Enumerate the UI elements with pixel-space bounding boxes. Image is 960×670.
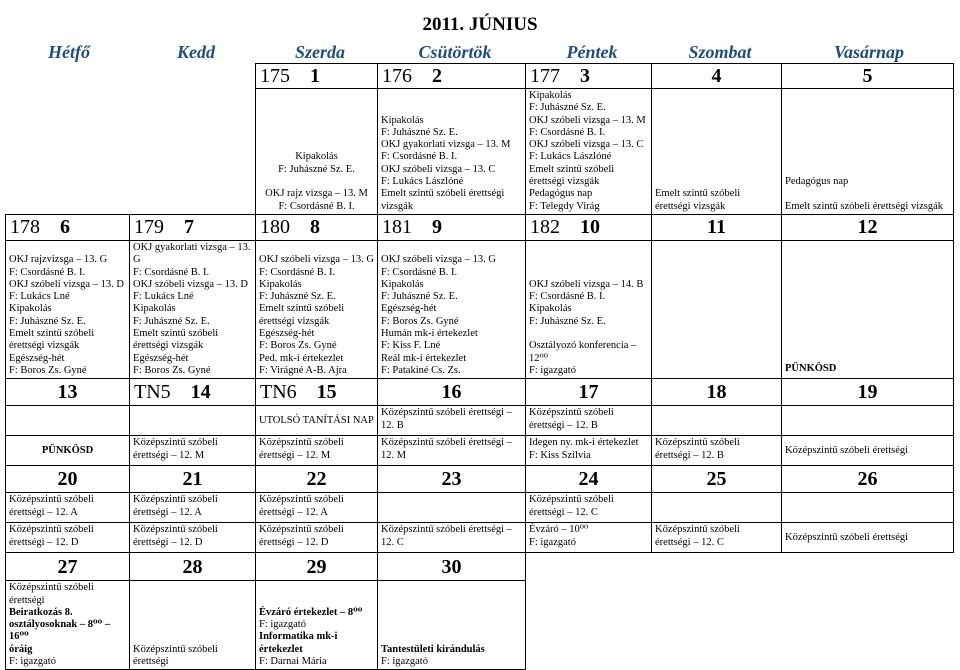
week-4-number-row (6, 466, 954, 493)
day-17-events: Idegen ny. mk-i értekezlet F: Kiss Szilvia (526, 436, 652, 466)
day-header-saturday: Szombat (688, 42, 752, 62)
day-17-top-event: Középszintű szóbeli érettségi – 12. B (526, 406, 652, 436)
week-2-events-row (6, 240, 954, 378)
week-4-subrow-a (6, 493, 954, 523)
day-7-events: OKJ gyakorlati vizsga – 13. G F: Csordásné B. I. OKJ szóbeli vizsga – 13. D F: Lukács Lné Kipakolás F: Juhászné Sz. E. Emelt szintű szóbeli érettségi vizsgák Egészség-hét F: Boros Zs. Gyné (130, 240, 256, 378)
day-14-events: Középszintű szóbeli érettségi – 12. M (130, 436, 256, 466)
calendar-grid (5, 63, 954, 670)
day-18-events: Középszintű szóbeli érettségi – 12. B (652, 436, 782, 466)
day-5-number: 5 (782, 64, 954, 89)
day-29-events: Évzáró értekezlet – 8⁰⁰ F: igazgató Informatika mk-i értekezlet F: Darnai Mária (256, 581, 378, 670)
day-6-number: 178 6 (6, 214, 130, 240)
day-2-number: 176 2 (378, 64, 526, 89)
day-18-number: 18 (652, 379, 782, 406)
day-24-number: 24 (526, 466, 652, 493)
week-5-events-row (6, 581, 954, 670)
day-13-events: PÜNKÖSD (6, 436, 130, 466)
day-9-number: 181 9 (378, 214, 526, 240)
day-10-number: 182 10 (526, 214, 652, 240)
day-10-events: OKJ szóbeli vizsga – 14. B F: Csordásné B. I. Kipakolás F: Juhászné Sz. E. Osztályozó konferencia – 12⁰⁰ F: igazgató (526, 240, 652, 378)
day-4-events: Emelt szintű szóbeli érettségi vizsgák (652, 89, 782, 215)
day-12-number: 12 (782, 214, 954, 240)
day-8-number: 180 8 (256, 214, 378, 240)
day-header-thursday: Csütörtök (418, 42, 492, 62)
last-teaching-day: UTOLSÓ TANÍTÁSI NAP (256, 406, 378, 436)
week-2-number-row (6, 214, 954, 240)
day-22-event-b: Középszintű szóbeli érettségi – 12. D (256, 523, 378, 553)
day-28-events: Középszintű szóbeli érettségi (130, 581, 256, 670)
day-8-events: OKJ szóbeli vizsga – 13. G F: Csordásné B. I. Kipakolás F: Juhászné Sz. E. Emelt szintű szóbeli érettségi vizsgák Egészség-hét F: Boros Zs. Gyné Ped. mk-i értekezlet F: Virágné A-B. Ajra (256, 240, 378, 378)
day-26-number: 26 (782, 466, 954, 493)
day-11-number: 11 (652, 214, 782, 240)
day-header-monday: Hétfő (48, 42, 90, 62)
day-24-event-a: Középszintű szóbeli érettségi – 12. C (526, 493, 652, 523)
day-28-number: 28 (130, 553, 256, 581)
week-1-number-row (6, 64, 954, 89)
day-14-number: TN5 14 (130, 379, 256, 406)
day-22-event-a: Középszintű szóbeli érettségi – 12. A (256, 493, 378, 523)
day-16-top-event: Középszintű szóbeli érettségi – 12. B (378, 406, 526, 436)
day-3-number: 177 3 (526, 64, 652, 89)
day-24-event-b: Évzáró – 10⁰⁰ F: igazgató (526, 523, 652, 553)
day-5-events: Pedagógus nap Emelt szintű szóbeli érettségi vizsgák (782, 89, 954, 215)
day-6-events: OKJ rajzvizsga – 13. G F: Csordásné B. I. OKJ szóbeli vizsga – 13. D F: Lukács Lné Kipakolás F: Juhászné Sz. E. Emelt szintű szóbeli érettségi vizsgák Egészség-hét F: Boros Zs. Gyné (6, 240, 130, 378)
day-7-number: 179 7 (130, 214, 256, 240)
day-22-number: 22 (256, 466, 378, 493)
day-3-events: Kipakolás F: Juhászné Sz. E. OKJ szóbeli vizsga – 13. M F: Csordásné B. I. OKJ szóbeli vizsga – 13. C F: Lukács Lászlóné Emelt szintű szóbeli érettségi vizsgák Pedagógus nap F: Telegdy Virág (526, 89, 652, 215)
day-23-event-b: Középszintű szóbeli érettségi – 12. C (378, 523, 526, 553)
day-4-number: 4 (652, 64, 782, 89)
day-17-number: 17 (526, 379, 652, 406)
week-3-number-row (6, 379, 954, 406)
day-21-event-b: Középszintű szóbeli érettségi – 12. D (130, 523, 256, 553)
day-11-events (652, 240, 782, 378)
day-20-event-b: Középszintű szóbeli érettségi – 12. D (6, 523, 130, 553)
day-1-events: Kipakolás F: Juhászné Sz. E. OKJ rajz vizsga – 13. M F: Csordásné B. I. (256, 89, 378, 215)
day-29-number: 29 (256, 553, 378, 581)
day-12-events: PÜNKÖSD (782, 240, 954, 378)
week-4-subrow-b (6, 523, 954, 553)
day-15-events: Középszintű szóbeli érettségi – 12. M (256, 436, 378, 466)
day-26-event-b: Középszintű szóbeli érettségi (782, 523, 954, 553)
day-header-friday: Péntek (566, 42, 618, 62)
day-30-number: 30 (378, 553, 526, 581)
day-25-number: 25 (652, 466, 782, 493)
day-27-events: Középszintű szóbeli érettségi Beiratkozás 8. osztályosoknak – 8⁰⁰ – 16⁰⁰ óráig F: igazgató (6, 581, 130, 670)
day-21-number: 21 (130, 466, 256, 493)
day-23-number: 23 (378, 466, 526, 493)
day-13-number: 13 (6, 379, 130, 406)
day-16-number: 16 (378, 379, 526, 406)
day-27-number: 27 (6, 553, 130, 581)
week-3-subrow-top (6, 406, 954, 436)
day-header-sunday: Vasárnap (833, 42, 905, 62)
day-header-wednesday: Szerda (294, 42, 345, 62)
day-2-events: Kipakolás F: Juhászné Sz. E. OKJ gyakorlati vizsga – 13. M F: Csordásné B. I. OKJ szóbeli vizsga – 13. C F: Lukács Lászlóné Emelt szintű szóbeli érettségi vizsgák (378, 89, 526, 215)
day-19-number: 19 (782, 379, 954, 406)
day-21-event-a: Középszintű szóbeli érettségi – 12. A (130, 493, 256, 523)
day-9-events: OKJ szóbeli vizsga – 13. G F: Csordásné B. I. Kipakolás F: Juhászné Sz. E. Egészség-hét F: Boros Zs. Gyné Humán mk-i értekezlet F: Kiss F. Lné Reál mk-i értekezlet F: Patakiné Cs. Zs. (378, 240, 526, 378)
week-5-number-row (6, 553, 954, 581)
week-1-events-row (6, 89, 954, 215)
day-20-number: 20 (6, 466, 130, 493)
day-20-event-a: Középszintű szóbeli érettségi – 12. A (6, 493, 130, 523)
day-15-number: TN6 15 (256, 379, 378, 406)
day-header-tuesday: Kedd (177, 42, 215, 62)
day-16-events: Középszintű szóbeli érettségi – 12. M (378, 436, 526, 466)
day-19-events: Középszintű szóbeli érettségi (782, 436, 954, 466)
day-30-events: Tantestületi kirándulás F: igazgató (378, 581, 526, 670)
week-3-subrow-bottom (6, 436, 954, 466)
day-1-number: 175 1 (256, 64, 378, 89)
day-25-event-b: Középszintű szóbeli érettségi – 12. C (652, 523, 782, 553)
page-title: 2011. JÚNIUS (422, 14, 538, 35)
